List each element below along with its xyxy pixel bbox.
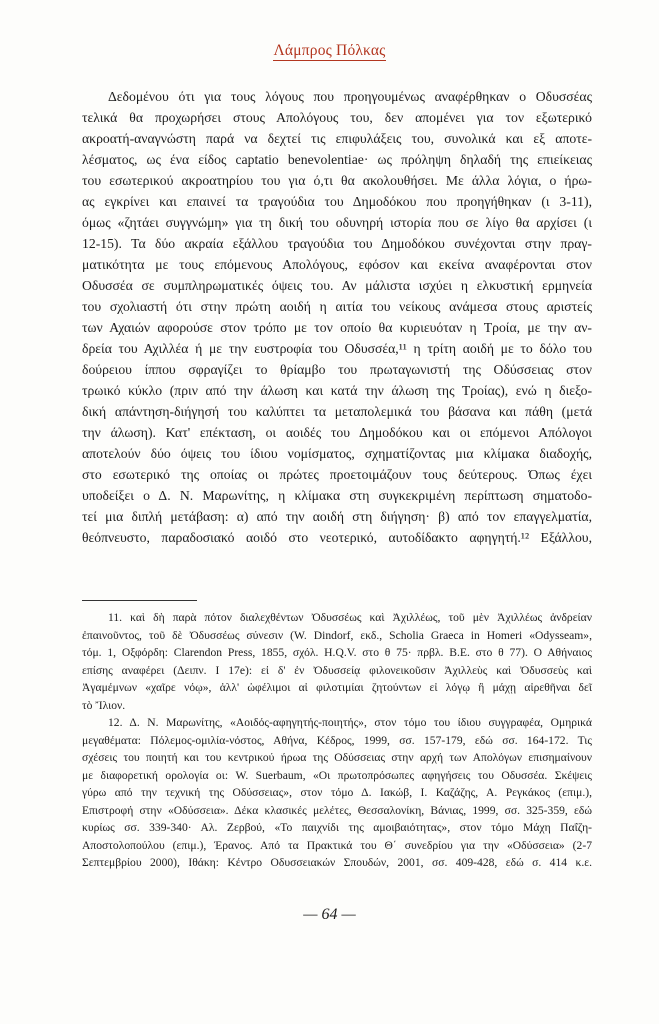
- body-line: δρεία του Αχιλλέα ή με την ευστροφία του Οδυσσέα,¹¹ η τρίτη αοιδή με το δόλο του: [82, 341, 592, 356]
- body-line: δική απάντηση-διήγησή του καλύπτει τα μεταπολεμικά του βάσανα και πάθη (μετά: [82, 404, 592, 419]
- body-line: ας εγκρίνει και επαινεί τα τραγούδια του Δημοδόκου που προηγήθηκαν (ι 3-11),: [82, 194, 592, 209]
- body-line: ματικότητα με τους επόμενους Απολόγους, εφόσον και εκείνα αναφέρονται στον: [82, 257, 592, 272]
- footnote-separator: [82, 600, 197, 601]
- footnote-line: τόμ. 1, Οξφόρδη: Clarendon Press, 1855, σχόλ. H.Q.V. στο θ 75· πρβλ. B.E. στο θ 77). Ο Αθήναιος: [82, 646, 592, 659]
- body-line: στο εσωτερικό της οποίας οι πρώτες προετοιμάζουν τους δεύτερους. Όπως έχει: [82, 467, 592, 482]
- body-line: θεόπνευστο, παραδοσιακό αοιδό στο νεοτερικό, αυτοδίδακτο αφηγητή.¹² Εξάλλου,: [82, 530, 592, 545]
- footnote-line: Επιστροφή στην «Οδύσσεια». Δέκα κλασικές μελέτες, Θεσσαλονίκη, Βάνιας, 1999, σσ. 325-359, εδώ: [82, 803, 592, 817]
- body-line: των Αχαιών αφορούσε στον τρόπο με τον οποίο θα κυριευόταν η Τροία, με την αν-: [82, 320, 592, 335]
- body-line: δούρειου ίππου σφραγίζει το θρίαμβο του πρωταγωνιστή της Οδύσσειας στον: [82, 362, 592, 377]
- footnote-line: Αποστολοπούλου (επιμ.), Έρανος. Από τα Πρακτικά του Θ΄ συνεδρίου για την «Οδύσσεια» (2-7: [82, 838, 592, 852]
- body-line: όμως «ζητάει συγγνώμη» για τη δική του οδυνηρή ιστορία που σε λίγο θα αρχίσει (ι: [82, 215, 592, 230]
- footnote-line: Σεπτεμβρίου 2000), Ιθάκη: Κέντρο Οδυσσειακών Σπουδών, 2001, σσ. 409-428, εδώ σ. 414 κ.ε.: [82, 856, 592, 869]
- body-text: [82, 86, 592, 548]
- body-line: του σχολιαστή ότι στην πρώτη αοιδή η αιτία του νείκους ανάμεσα στους αριστείς: [82, 299, 592, 314]
- running-head: [0, 42, 659, 60]
- footnote-line: ἐπαινοῦντος, τοῦ δὲ Ὀδυσσέως σύνεσιν (W. Dindorf, εκδ., Scholia Graeca in Homeri «Odysseam»,: [82, 628, 592, 642]
- footnote-line: Ἀγαμέμνων «χαῖρε νόῳ», ἀλλ' ὠφέλιμοι αἱ φιλοτιμίαι ζητούντων εἰ λόγῳ ἢ μάχῃ αἱρεθῆναι δεῖ: [82, 681, 592, 694]
- body-line: τεί μια διπλή μετάβαση: α) από την αοιδή στη διήγηση· β) από τον επαγγελματία,: [82, 509, 592, 524]
- body-line: ακροατή-αναγνώστη παρά να δεχτεί τις επιφυλάξεις του, συνολικά και εξ αποτε-: [82, 131, 592, 146]
- footnote-line: 11. καὶ δὴ παρὰ πότον διαλεχθέντων Ὀδυσσέως καὶ Ἀχιλλέως, τοῦ μὲν Ἀχιλλέως ἀνδρείαν: [108, 611, 592, 624]
- footnote-line: επίσης αναφέρει (Δειπν. I 17e): εἰ δ' ἐν Ὀδυσσείᾳ φιλονεικοῦσιν Ἀχιλλεὺς καὶ Ὀδυσσεὺς καὶ: [82, 663, 592, 677]
- footnote-line: γύρω από την τεχνική της Οδύσσειας», στον τόμο Δ. Ιακώβ, Ι. Καζάζης, Α. Ρεγκάκος (επιμ.),: [82, 786, 592, 799]
- body-line: 12-15). Τα δύο ακραία εξάλλου τραγούδια του Δημοδόκου συνέχονται στην πραγ-: [82, 236, 592, 251]
- footnote-line: σχέσεις του ποιητή και του κεντρικού ήρωα της Οδύσσειας στην αρχή των Απολόγων επισημαίνουν: [82, 751, 592, 764]
- body-line: του εσωτερικού ακροατηρίου του για ό,τι θα ακολουθήσει. Με άλλα λόγια, ο ήρω-: [82, 173, 592, 188]
- footnote-line: τὸ Ἴλιον.: [82, 698, 126, 712]
- author-name: Λάμπρος Πόλκας: [273, 42, 386, 59]
- body-line: τελικά θα προχωρήσει στους Απολόγους του, δεν απομένει για τον εξωτερικό: [82, 110, 592, 125]
- body-line: Οδυσσέα σε συμπληρωματικές όψεις του. Αν μάλιστα ισχύει η ελκυστική ερμηνεία: [82, 278, 592, 293]
- page-number: — 64 —: [303, 906, 356, 923]
- body-line: την άλωση). Κατ' επέκταση, οι αοιδές του Δημοδόκου και οι επόμενοι Απόλογοι: [82, 425, 592, 440]
- body-line: αποτελούν δύο όψεις του ίδιου νομίσματος, σχηματίζοντας μια κλίμακα διαδοχής,: [82, 446, 592, 461]
- footnotes: [82, 609, 592, 872]
- body-line: λέσματος, ως ένα είδος captatio benevolentiae· ως πρόληψη δηλαδή της επιείκειας: [82, 152, 592, 167]
- body-line: υποδείξει ο Δ. Ν. Μαρωνίτης, η κλίμακα στη συγκεκριμένη περίπτωση σηματοδο-: [82, 488, 592, 503]
- footnote-line: 12. Δ. Ν. Μαρωνίτης, «Αοιδός-αφηγητής-ποιητής», στον τόμο του ίδιου συγγραφέα, Ομηρικά: [108, 716, 592, 729]
- body-line: Δεδομένου ότι για τους λόγους που προηγουμένως αναφέρθηκαν ο Οδυσσέας: [108, 89, 592, 104]
- footnote-line: μεγαθέματα: Πόλεμος-ομιλία-νόστος, Αθήνα, Κέδρος, 1999, σσ. 157-179, εδώ σσ. 164-172. Τις: [82, 733, 592, 747]
- body-line: τρωικό κύκλο (πριν από την άλωση και κατά την άλωση της Τροίας), ενώ η διεξο-: [82, 383, 592, 398]
- footnote-line: κυρίως σσ. 339-340· Αλ. Ζερβού, «Το παιχνίδι της αμοιβαιότητας», στον τόμο Μάχη Παΐζη-: [82, 821, 592, 834]
- footnote-line: με διαφορετική ορολογία οι: W. Suerbaum, «Οι πρωτοπρόσωπες αφηγήσεις του Οδυσσέα. Σκέψεις: [82, 768, 592, 782]
